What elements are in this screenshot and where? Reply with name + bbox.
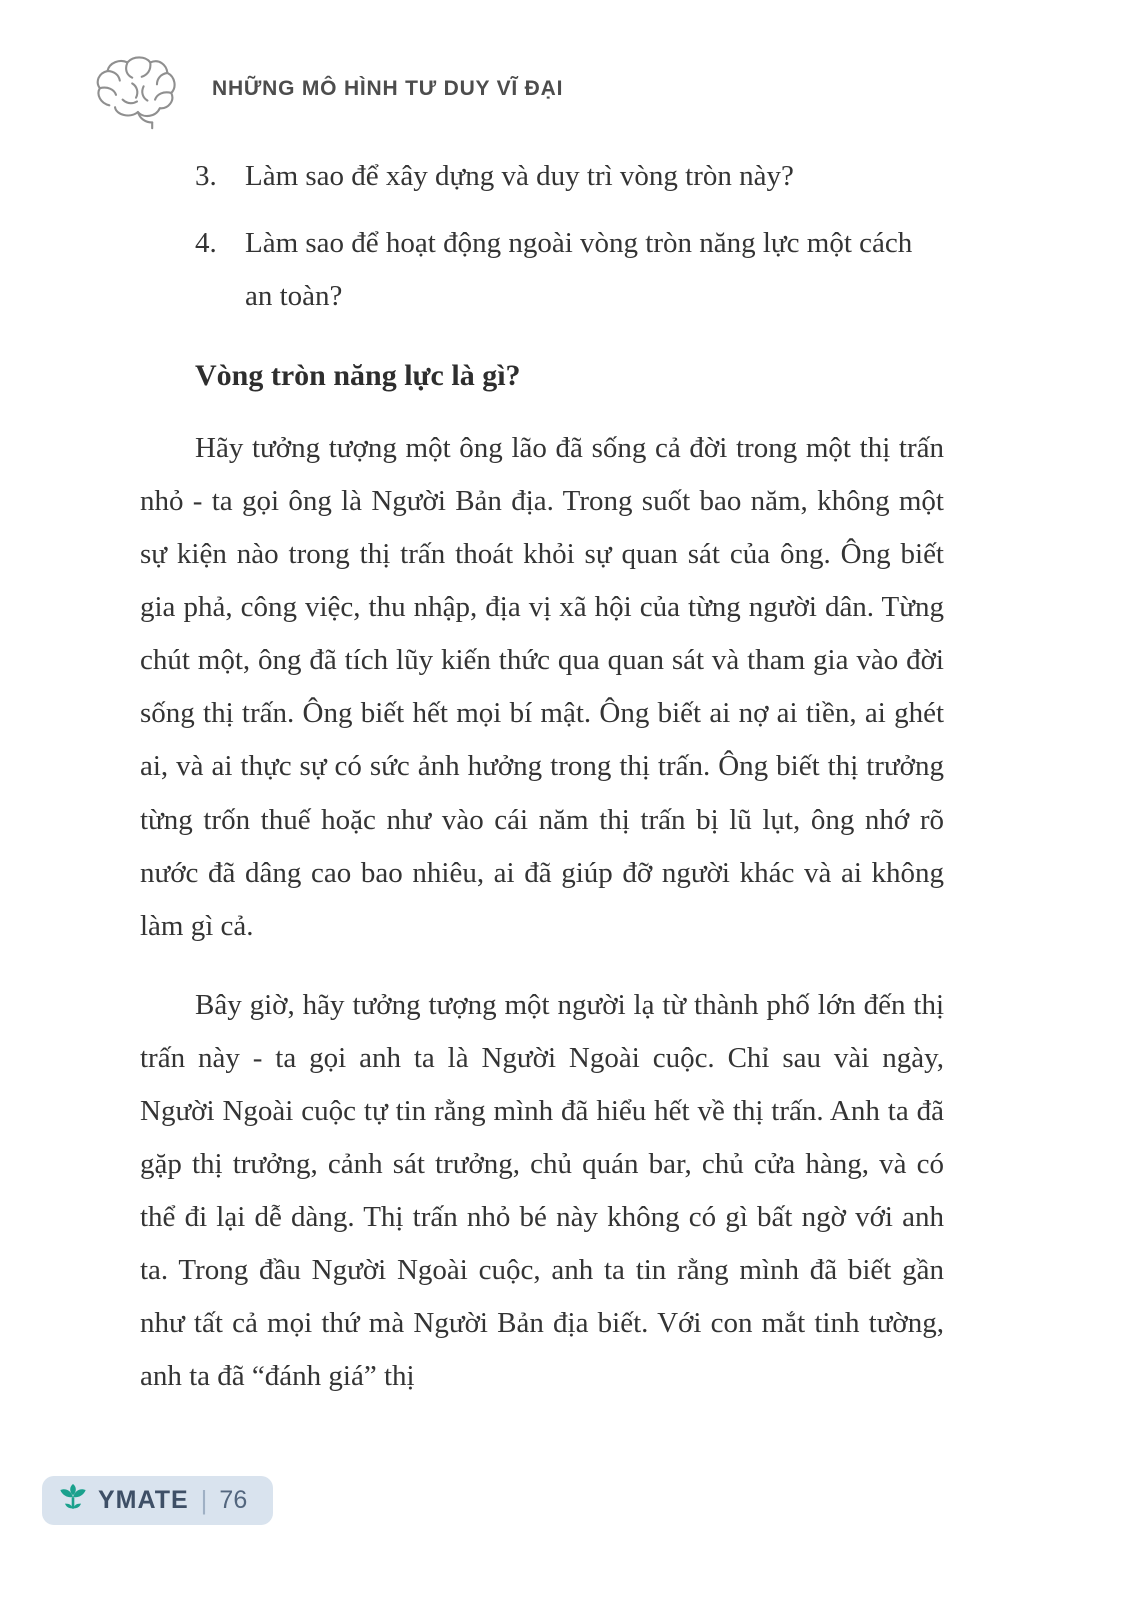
question-list bbox=[140, 150, 944, 323]
list-item bbox=[140, 217, 944, 323]
page-content bbox=[0, 132, 1142, 1403]
brand-name: YMATE bbox=[98, 1486, 189, 1514]
page-header bbox=[0, 0, 1142, 132]
paragraph: Hãy tưởng tượng một ông lão đã sống cả đời trong một thị trấn nhỏ - ta gọi ông là Người Bản địa. Trong suốt bao năm, không một sự kiện nào trong thị trấn thoát khỏi sự quan sát của ông. Ông biết gia phả, công việc, thu nhập, địa vị xã hội của từng người dân. Từng chút một, ông đã tích lũy kiến thức qua quan sát và tham gia vào đời sống thị trấn. Ông biết hết mọi bí mật. Ông biết ai nợ ai tiền, ai ghét ai, và ai thực sự có sức ảnh hưởng trong thị trấn. Ông biết thị trưởng từng trốn thuế hoặc như vào cái năm thị trấn bị lũ lụt, ông nhớ rõ nước đã dâng cao bao nhiêu, ai đã giúp đỡ người khác và ai không làm gì cả. bbox=[140, 432, 944, 942]
footer-badge bbox=[42, 1476, 273, 1525]
brain-icon bbox=[88, 52, 184, 132]
ymate-logo-icon bbox=[58, 1483, 88, 1518]
list-item-number: 3. bbox=[195, 160, 217, 192]
list-item-text: Làm sao để xây dựng và duy trì vòng tròn này? bbox=[245, 160, 794, 192]
section-heading: Vòng tròn năng lực là gì? bbox=[195, 359, 521, 393]
paragraph: Bây giờ, hãy tưởng tượng một người lạ từ thành phố lớn đến thị trấn này - ta gọi anh ta là Người Ngoài cuộc. Chỉ sau vài ngày, Người Ngoài cuộc tự tin rằng mình đã hiểu hết về thị trấn. Anh ta đã gặp thị trưởng, cảnh sát trưởng, chủ quán bar, chủ cửa hàng, và có thể đi lại dễ dàng. Thị trấn nhỏ bé này không có gì bất ngờ với anh ta. Trong đầu Người Ngoài cuộc, anh ta tin rằng mình đã biết gần như tất cả mọi thứ mà Người Bản địa biết. Với con mắt tinh tường, anh ta đã “đánh giá” thị bbox=[140, 988, 944, 1393]
book-title: NHỮNG MÔ HÌNH TƯ DUY VĨ ĐẠI bbox=[212, 77, 564, 100]
footer-divider: | bbox=[200, 1485, 208, 1515]
list-item-text: Làm sao để hoạt động ngoài vòng tròn năng lực một cách an toàn? bbox=[245, 227, 913, 313]
page-number: 76 bbox=[219, 1486, 248, 1514]
list-item-number: 4. bbox=[195, 227, 217, 260]
list-item bbox=[140, 150, 944, 203]
page-footer bbox=[42, 1476, 273, 1525]
